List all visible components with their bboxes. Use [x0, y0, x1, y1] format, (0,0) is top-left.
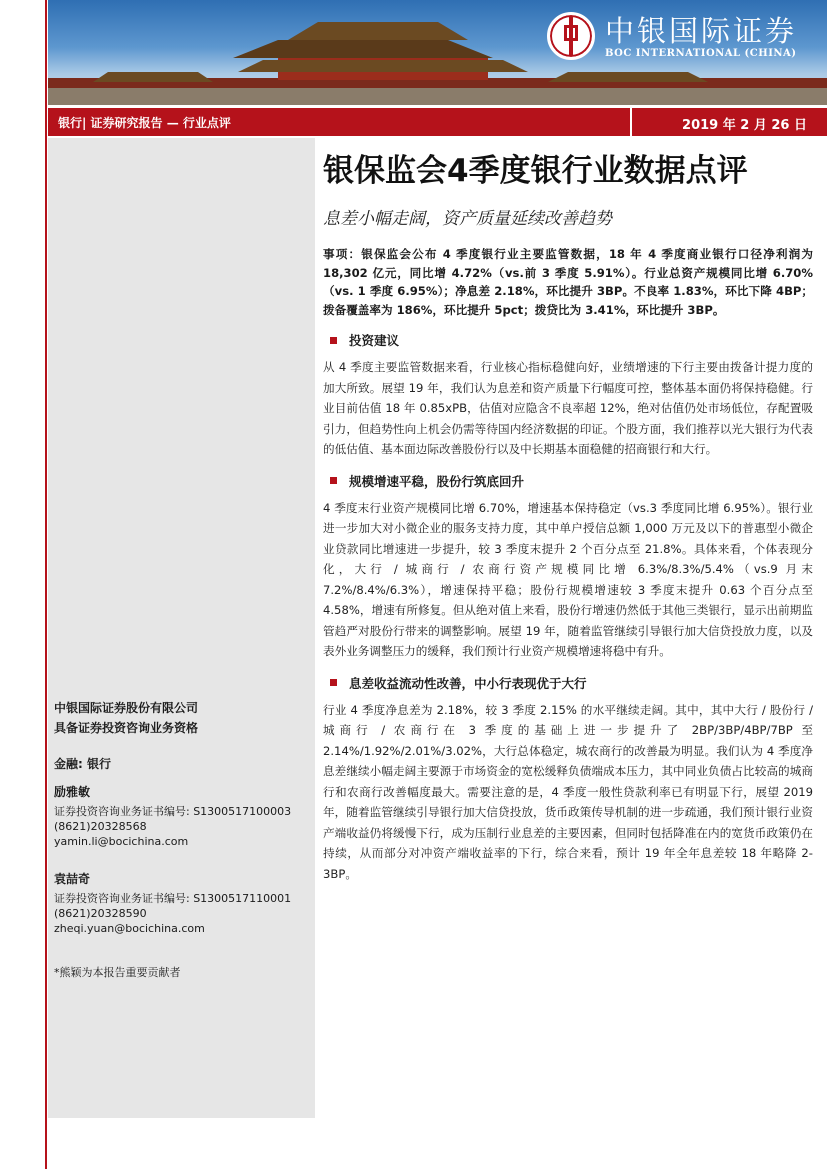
section-heading-text: 投资建议 — [349, 333, 400, 349]
report-subtitle: 息差小幅走阔，资产质量延续改善趋势 — [323, 209, 612, 229]
section-heading-text: 规模增速平稳，股份行筑底回升 — [349, 473, 525, 489]
section-heading — [323, 472, 813, 490]
firm-qualification: 具备证券投资咨询业务资格 — [54, 721, 199, 735]
analyst-phone: (8621)20328568 — [54, 820, 147, 833]
report-title: 银保监会4季度银行业数据点评 — [323, 153, 748, 189]
report-info-bar — [48, 108, 827, 136]
firm-info — [54, 698, 198, 738]
main-content — [323, 140, 813, 884]
section-body: 从 4 季度主要监管数据来看，行业核心指标稳健向好，业绩增速的下行主要由拨备计提力度的加大所致。展望 19 年，我们认为息差和资产质量下行幅度可控，整体基本面仍将保持稳健。行业目前估值 18 年 0.85xPB，估值对应隐含不良率超 12%，绝对估值仍处市场低位，存配置吸引力，但趋势性向上机会仍需等待国内经济数据的印证。个股方面，我们推荐以光大银行为代表的低估值、基本面边际改善股份行以及中长期基本面稳健的招商银行和大行。 — [323, 360, 813, 457]
analyst-name: 励雅敏 — [54, 785, 91, 799]
section-heading — [323, 331, 813, 349]
sidebar — [48, 138, 315, 1118]
event-summary: 事项：银保监会公布 4 季度银行业主要监管数据，18 年 4 季度商业银行口径净利润为 18,302 亿元，同比增 4.72%（vs.前 3 季度 5.91%）。行业总资产规模同比增 6.70%（vs. 1 季度 6.95%）；净息差 2.18%，环比提升 3BP。不良率 1.83%，环比下降 4BP；拨备覆盖率为 186%，环比提升 5pct；拨贷比为 3.41%，环比提升 3BP。 — [323, 247, 813, 317]
analyst-name: 袁喆奇 — [54, 872, 91, 886]
boc-logo-icon — [547, 12, 595, 60]
report-category: 银行| 证券研究报告 — 行业点评 — [58, 116, 231, 130]
analyst-cert: 证券投资咨询业务证书编号: S1300517100003 — [54, 805, 292, 818]
analyst-phone: (8621)20328590 — [54, 907, 147, 920]
section-body: 4 季度末行业资产规模同比增 6.70%，增速基本保持稳定（vs.3 季度同比增 6.95%）。银行业进一步加大对小微企业的服务支持力度，其中单户授信总额 1,000 万元及以下的普惠型小微企业贷款同比增速进一步提升，较 3 季度末提升 2 个百分点至 21.8%。具体来看，个体表现分化，大行 / 城商行 / 农商行资产规模同比增 6.3%/8.3%/5.4%（vs.9 月末 7.2%/8.4%/6.3%），增速保持平稳；股份行规模增速较 3 季度末提升 0.63 个百分点至 4.58%，增速有所修复。但从绝对值上来看，股份行增速仍然低于其他三类银行，显示出前期监管趋严对股份行带来的调整影响。展望 19 年，随着监管继续引导银行加大信贷投放力度，以及表外业务调整压力的缓释，我们预计行业资产规模增速将稳中有升。 — [323, 500, 813, 659]
section-bullet-icon — [330, 679, 337, 686]
analyst-card — [54, 870, 291, 936]
logo-en-text: BOC INTERNATIONAL (CHINA) — [604, 47, 797, 59]
sector-label: 金融: 银行 — [54, 757, 111, 771]
analyst-cert: 证券投资咨询业务证书编号: S1300517110001 — [54, 892, 292, 905]
section-heading — [323, 674, 813, 692]
bar-divider — [630, 108, 632, 136]
report-date: 2019 年 2 月 26 日 — [682, 118, 807, 133]
analyst-email[interactable]: yamin.li@bocichina.com — [54, 835, 189, 848]
left-margin-rule — [0, 0, 47, 1169]
section-heading-text: 息差收益流动性改善，中小行表现优于大行 — [349, 675, 587, 691]
analyst-card — [54, 783, 291, 849]
contributor-note: *熊颖为本报告重要贡献者 — [54, 966, 181, 979]
section-body: 行业 4 季度净息差为 2.18%，较 3 季度 2.15% 的水平继续走阔。其中，其中大行 / 股份行 / 城商行 / 农商行在 3 季度的基础上进一步提升了 2BP/3BP/4BP/7BP 至 2.14%/1.92%/2.01%/3.02%，大行总体稳定，城农商行的改善最为明显。我们认为 4 季度净息差继续小幅走阔主要源于市场资金的宽松缓释负债端成本压力，其中同业负债占比较高的城商行和农商行改善幅度最大。需要注意的是，4 季度一般性贷款利率已有明显下行，展望 2019 年，随着监管继续引导银行加大信贷投放，货币政策传导机制的进一步疏通，我们预计银行业资产端收益仍将缓慢下行，成为压制行业息差的主要因素，但同时包括降准在内的宽货币政策仍在持续，从而部分对冲资产端收益率的下行，综合来看，预计 19 年全年息差较 18 年略降 2-3BP。 — [323, 702, 813, 881]
brand-logo — [547, 12, 797, 60]
analyst-email[interactable]: zheqi.yuan@bocichina.com — [54, 922, 205, 935]
firm-name: 中银国际证券股份有限公司 — [54, 701, 199, 715]
section-bullet-icon — [330, 477, 337, 484]
logo-cn-text: 中银国际证券 — [604, 13, 797, 48]
header-banner — [48, 0, 827, 105]
section-bullet-icon — [330, 337, 337, 344]
